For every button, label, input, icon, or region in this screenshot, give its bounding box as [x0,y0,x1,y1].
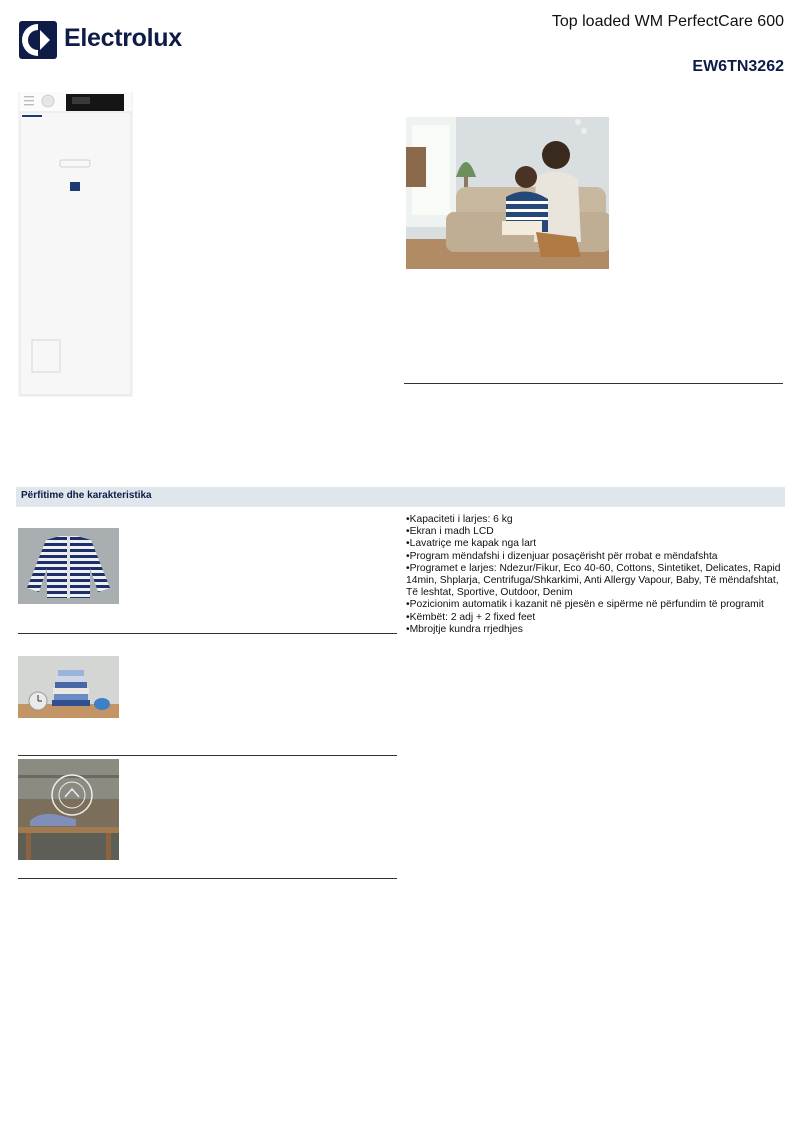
feature-item: • Këmbët: 2 adj + 2 fixed feet [406,612,781,624]
section-title: Përfitime dhe karakteristika [21,490,152,501]
feature-item: • Kapaciteti i larjes: 6 kg [406,514,781,526]
feature-item: • Mbrojtje kundra rrjedhjes [406,624,781,636]
feature-item: • Programet e larjes: Ndezur/Fikur, Eco 40-60, Cottons, Sintetiket, Delicates, Rapid 14min, Shplarja, Centrifuga/Shkarkimi, Anti Allergy Vapour, Baby, Të mëndafshtat, Të leshtat, Sportive, Outdoor, Denim [406,563,781,600]
brand-name: Electrolux [64,24,182,52]
divider-feature-2 [18,755,397,756]
feature-item: • Lavatriçe me kapak nga lart [406,538,781,550]
product-line-title: Top loaded WM PerfectCare 600 [551,13,784,30]
feature-item: • Pozicionim automatik i kazanit në pjesën e sipërme në përfundim të programit [406,599,781,611]
electrolux-logo-icon [18,20,58,60]
model-code: EW6TN3262 [692,58,784,75]
feature-item: • Ekran i madh LCD [406,526,781,538]
lifestyle-photo [406,117,609,269]
feature-list [406,514,781,636]
feature-image-striped-sweater [18,528,119,604]
washing-machine-image [18,92,133,397]
divider-top-right [404,383,783,384]
feature-image-sneakers [18,759,119,860]
divider-feature-1 [18,633,397,634]
feature-item: • Program mëndafshi i dizenjuar posaçërisht për rrobat e mëndafshta [406,551,781,563]
divider-feature-3 [18,878,397,879]
feature-image-laundry-stack [18,656,119,718]
